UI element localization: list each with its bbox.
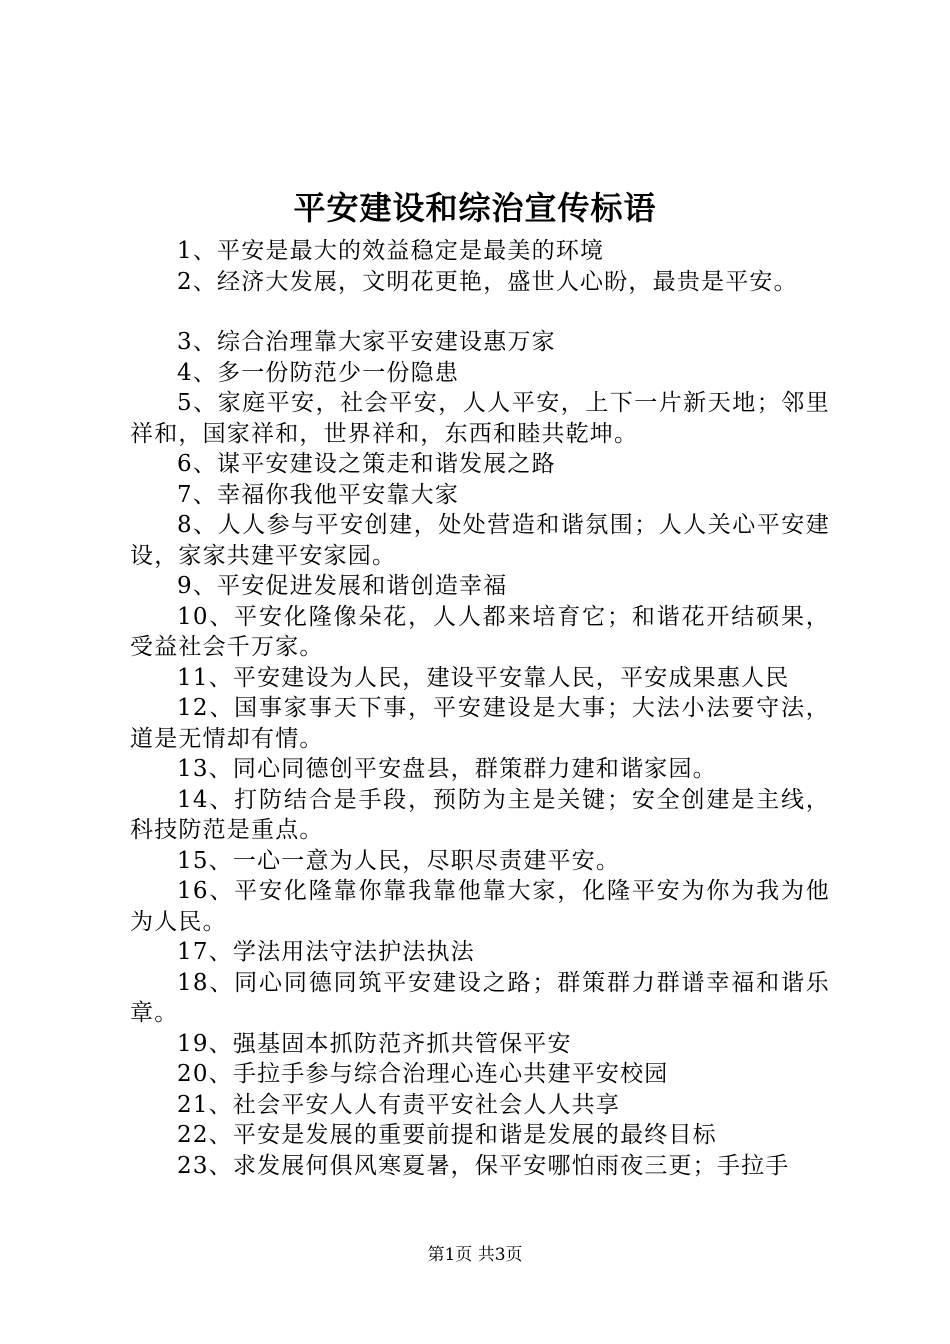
slogan-item: 10、平安化隆像朵花，人人都来培育它；和谐花开结硕果，受益社会千万家。 xyxy=(130,603,830,660)
slogan-item: 4、多一份防范少一份隐患 xyxy=(177,359,460,386)
slogan-item: 18、同心同德同筑平安建设之路；群策群力群谱幸福和谐乐章。 xyxy=(130,969,830,1026)
slogan-item: 21、社会平安人人有责平安社会人人共享 xyxy=(177,1091,621,1118)
slogan-item: 16、平安化隆靠你靠我靠他靠大家，化隆平安为你为我为他为人民。 xyxy=(130,878,830,935)
slogan-list xyxy=(130,236,830,1181)
page-title: 平安建设和综治宣传标语 xyxy=(293,189,657,227)
page-number-footer: 第1页 共3页 xyxy=(427,1245,523,1265)
slogan-item: 14、打防结合是手段，预防为主是关键；安全创建是主线，科技防范是重点。 xyxy=(130,786,830,843)
slogan-item: 15、一心一意为人民，尽职尽责建平安。 xyxy=(177,847,621,874)
slogan-item: 5、家庭平安，社会平安，人人平安，上下一片新天地；邻里祥和，国家祥和，世界祥和，东西和睦共乾坤。 xyxy=(130,390,830,447)
slogan-item: 7、幸福你我他平安靠大家 xyxy=(177,481,460,508)
slogan-item: 22、平安是发展的重要前提和谐是发展的最终目标 xyxy=(177,1122,717,1148)
slogan-item: 13、同心同德创平安盘县，群策群力建和谐家园。 xyxy=(177,756,717,782)
slogan-item: 3、综合治理靠大家平安建设惠万家 xyxy=(177,329,556,355)
slogan-item: 23、求发展何俱风寒夏暑，保平安哪怕雨夜三更；手拉手 xyxy=(177,1152,790,1179)
slogan-item: 17、学法用法守法护法执法 xyxy=(177,939,475,965)
slogan-item: 2、经济大发展，文明花更艳，盛世人心盼，最贵是平安。 xyxy=(177,268,798,295)
slogan-item: 1、平安是最大的效益稳定是最美的环境 xyxy=(177,238,605,264)
slogan-item: 19、强基固本抓防范齐抓共管保平安 xyxy=(177,1030,572,1057)
slogan-item: 8、人人参与平安创建，处处营造和谐氛围；人人关心平安建设，家家共建平安家园。 xyxy=(130,512,830,569)
slogan-item: 12、国事家事天下事，平安建设是大事；大法小法要守法，道是无情却有情。 xyxy=(130,695,830,752)
slogan-item: 11、平安建设为人民，建设平安靠人民，平安成果惠人民 xyxy=(177,664,790,691)
slogan-item: 9、平安促进发展和谐创造幸福 xyxy=(177,573,508,599)
slogan-item: 6、谋平安建设之策走和谐发展之路 xyxy=(177,451,556,477)
slogan-item: 20、手拉手参与综合治理心连心共建平安校园 xyxy=(177,1061,669,1087)
